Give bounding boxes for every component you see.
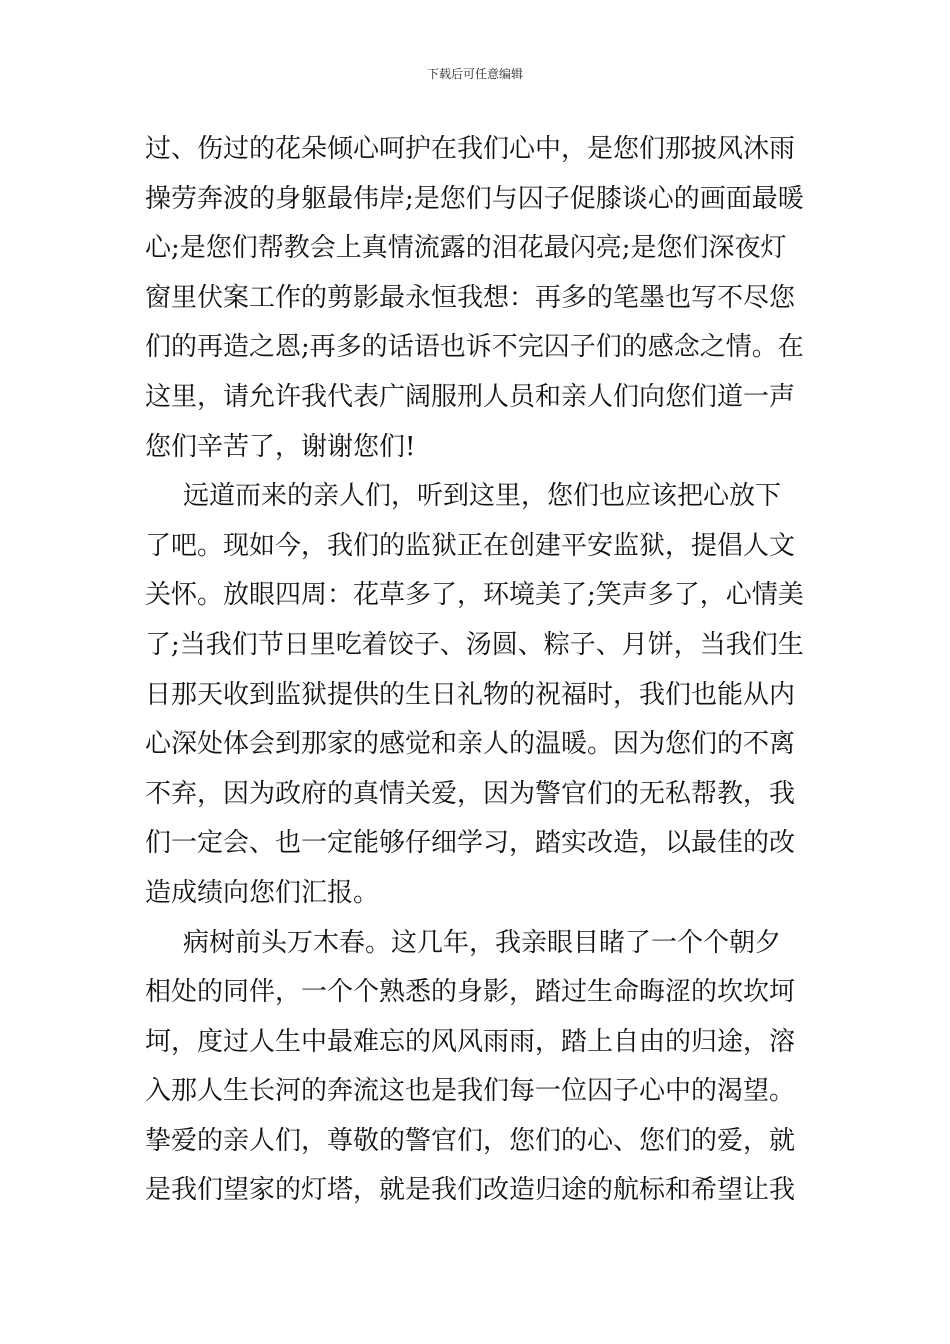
document-body <box>145 125 815 1216</box>
text-line: 入那人生长河的奔流这也是我们每一位囚子心中的渴望。 <box>145 1076 796 1107</box>
page-header: 下载后可任意编辑 <box>426 67 523 81</box>
text-line: 了;当我们节日里吃着饺子、汤圆、粽子、月饼，当我们生 <box>145 629 804 660</box>
text-line: 过、伤过的花朵倾心呵护在我们心中，是您们那披风沐雨 <box>145 134 796 164</box>
paragraph-start-line: 远道而来的亲人们，听到这里，您们也应该把心放下 <box>183 481 782 512</box>
text-line: 是我们望家的灯塔，就是我们改造归途的航标和希望让我 <box>145 1175 796 1206</box>
text-line: 造成绩向您们汇报。 <box>145 877 380 908</box>
paragraph-start-line: 病树前头万木春。这几年，我亲眼目睹了一个个朝夕 <box>183 927 782 958</box>
text-line: 心深处体会到那家的感觉和亲人的温暖。因为您们的不离 <box>145 729 796 760</box>
text-line: 关怀。放眼四周：花草多了，环境美了;笑声多了，心情美 <box>145 580 804 611</box>
text-line: 们一定会、也一定能够仔细学习，踏实改造，以最佳的改 <box>145 828 796 859</box>
text-line: 操劳奔波的身躯最伟岸;是您们与囚子促膝谈心的画面最暖 <box>145 183 804 214</box>
text-line: 不弃，因为政府的真情关爱，因为警官们的无私帮教，我 <box>145 778 796 809</box>
text-line: 这里，请允许我代表广阔服刑人员和亲人们向您们道一声 <box>145 381 796 412</box>
text-line: 心;是您们帮教会上真情流露的泪花最闪亮;是您们深夜灯 <box>145 233 787 264</box>
text-line: 相处的同伴，一个个熟悉的身影，踏过生命晦涩的坎坎坷 <box>145 977 796 1008</box>
text-line: 们的再造之恩;再多的话语也诉不完囚子们的感念之情。在 <box>145 332 804 363</box>
text-line: 了吧。现如今，我们的监狱正在创建平安监狱，提倡人文 <box>145 530 796 561</box>
text-line: 您们辛苦了，谢谢您们! <box>145 431 416 462</box>
text-line: 窗里伏案工作的剪影最永恒我想：再多的笔墨也写不尽您 <box>145 282 796 313</box>
text-line: 坷，度过人生中最难忘的风风雨雨，踏上自由的归途，溶 <box>145 1026 796 1057</box>
text-line: 挚爱的亲人们，尊敬的警官们，您们的心、您们的爱，就 <box>145 1125 796 1156</box>
text-line: 日那天收到监狱提供的生日礼物的祝福时，我们也能从内 <box>145 679 796 710</box>
